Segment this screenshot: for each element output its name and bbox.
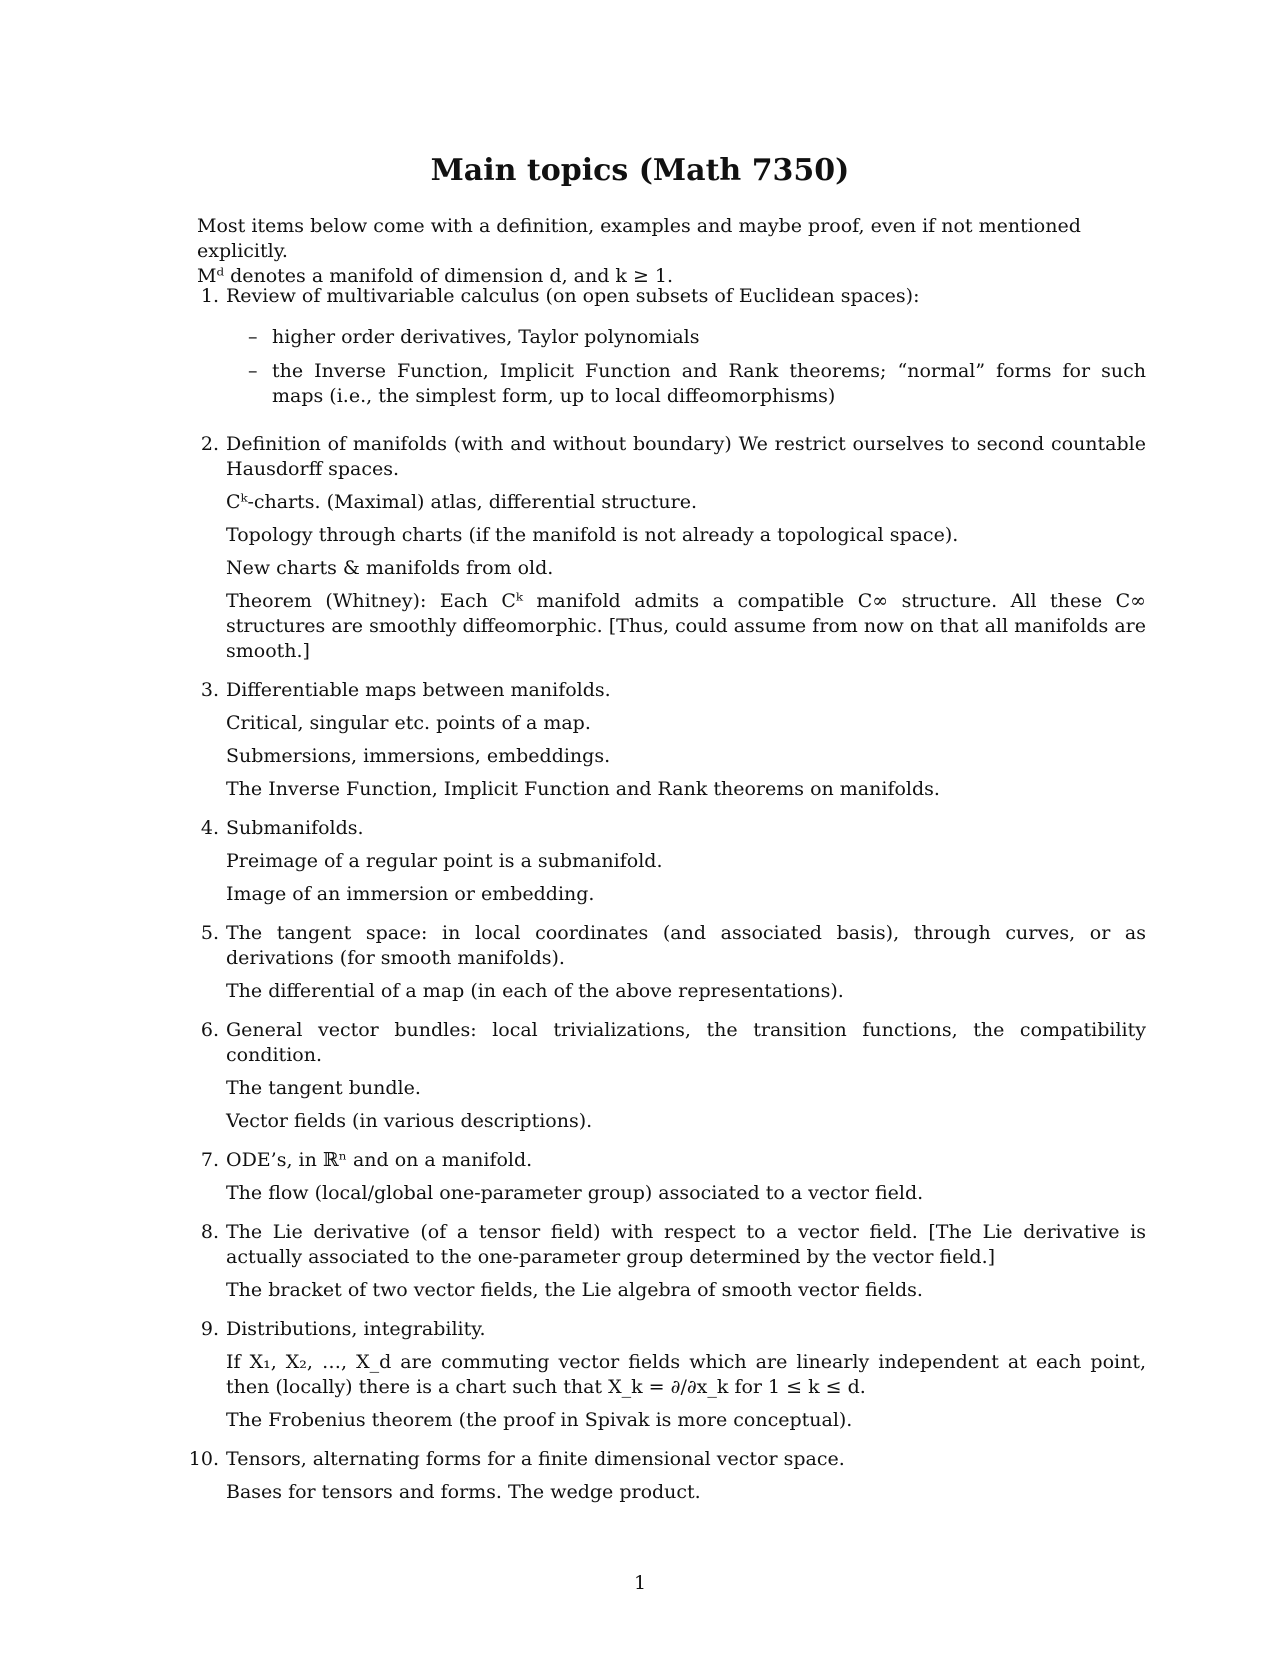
- topic-line: If X₁, X₂, …, X_d are commuting vector fields which are linearly independent at each point, then (locally) there is a chart such that X_k = ∂/∂x_k for 1 ≤ k ≤ d.: [226, 1351, 1146, 1398]
- topic-line: The Inverse Function, Implicit Function and Rank theorems on manifolds.: [226, 778, 940, 800]
- topic-line: Vector fields (in various descriptions).: [226, 1110, 593, 1132]
- topic-line: Distributions, integrability.: [226, 1318, 486, 1340]
- topic-number: 4.: [200, 817, 219, 839]
- topic-line: General vector bundles: local trivializations, the transition functions, the compatibility condition.: [226, 1019, 1146, 1066]
- topic-number: 7.: [200, 1149, 219, 1171]
- topic-item: [170, 678, 1150, 802]
- intro-section: [197, 214, 1097, 289]
- topic-line: The tangent bundle.: [226, 1077, 421, 1099]
- topic-line: The bracket of two vector fields, the Lie algebra of smooth vector fields.: [226, 1279, 923, 1301]
- page-title: Main topics (Math 7350): [430, 153, 850, 189]
- dash-bullet-icon: –: [248, 326, 258, 348]
- topic-number: 9.: [200, 1318, 219, 1340]
- page-number: 1: [633, 1572, 647, 1594]
- topic-line: The differential of a map (in each of the above representations).: [226, 980, 844, 1002]
- topic-line: Critical, singular etc. points of a map.: [226, 712, 591, 734]
- subitem: [248, 325, 1146, 350]
- topic-item: [170, 1220, 1150, 1303]
- subitem-text: the Inverse Function, Implicit Function and Rank theorems; “normal” forms for such maps (i.e., the simplest form, up to local diffeomorphisms): [272, 360, 1146, 407]
- topic-number: 3.: [200, 679, 219, 701]
- topic-number: 1.: [200, 285, 219, 307]
- topic-line: ODE’s, in ℝⁿ and on a manifold.: [226, 1149, 533, 1171]
- topic-item: [170, 1447, 1150, 1505]
- topic-body: [226, 284, 1146, 418]
- topic-line: The tangent space: in local coordinates (and associated basis), through curves, or as derivations (for smooth manifolds).: [226, 922, 1146, 969]
- topic-line: Theorem (Whitney): Each Cᵏ manifold admits a compatible C∞ structure. All these C∞ structures are smoothly diffeomorphic. [Thus, could assume from now on that all manifolds are smooth.]: [226, 590, 1146, 662]
- topic-line: Bases for tensors and forms. The wedge product.: [226, 1481, 701, 1503]
- intro-line: Most items below come with a definition, examples and maybe proof, even if not mentioned explicitly.: [197, 215, 1081, 262]
- topic-item: [170, 1148, 1150, 1206]
- topic-body: [226, 1220, 1146, 1303]
- topic-line: The Lie derivative (of a tensor field) with respect to a vector field. [The Lie derivative is actually associated to the one-parameter group determined by the vector field.]: [226, 1221, 1146, 1268]
- topic-item: [170, 816, 1150, 907]
- intro-line: Mᵈ denotes a manifold of dimension d, and k ≥ 1.: [197, 265, 674, 287]
- topic-line: Image of an immersion or embedding.: [226, 883, 595, 905]
- topic-number: 10.: [188, 1448, 219, 1470]
- topic-line: The flow (local/global one-parameter group) associated to a vector field.: [226, 1182, 924, 1204]
- topic-line: Submersions, immersions, embeddings.: [226, 745, 611, 767]
- topic-number: 2.: [200, 433, 219, 455]
- subitem: [248, 359, 1146, 409]
- topic-body: [226, 1447, 1146, 1505]
- dash-bullet-icon: –: [248, 360, 258, 382]
- subitem-text: higher order derivatives, Taylor polynomials: [272, 326, 700, 348]
- topic-item: [170, 1317, 1150, 1433]
- topic-line: Review of multivariable calculus (on open subsets of Euclidean spaces):: [226, 285, 920, 307]
- topic-body: [226, 1317, 1146, 1433]
- topic-line: Preimage of a regular point is a submanifold.: [226, 850, 663, 872]
- topic-line: Differentiable maps between manifolds.: [226, 679, 611, 701]
- topic-number: 5.: [200, 922, 219, 944]
- topic-body: [226, 432, 1146, 664]
- topic-number: 8.: [200, 1221, 219, 1243]
- topic-body: [226, 921, 1146, 1004]
- topic-item: [170, 432, 1150, 664]
- topic-line: The Frobenius theorem (the proof in Spivak is more conceptual).: [226, 1409, 853, 1431]
- topic-item: [170, 1018, 1150, 1134]
- topic-line: Topology through charts (if the manifold is not already a topological space).: [226, 524, 959, 546]
- topic-line: Definition of manifolds (with and without boundary) We restrict ourselves to second countable Hausdorff spaces.: [226, 433, 1146, 480]
- topics-list: [170, 284, 1150, 1519]
- topic-line: Tensors, alternating forms for a finite dimensional vector space.: [226, 1448, 845, 1470]
- topic-number: 6.: [200, 1019, 219, 1041]
- topic-body: [226, 1018, 1146, 1134]
- topic-line: New charts & manifolds from old.: [226, 557, 554, 579]
- topic-subitems: [248, 325, 1146, 409]
- topic-body: [226, 1148, 1146, 1206]
- topic-item: [170, 921, 1150, 1004]
- topic-line: Cᵏ-charts. (Maximal) atlas, differential structure.: [226, 491, 697, 513]
- topic-line: Submanifolds.: [226, 817, 364, 839]
- topic-body: [226, 816, 1146, 907]
- topic-body: [226, 678, 1146, 802]
- topic-item: [170, 284, 1150, 418]
